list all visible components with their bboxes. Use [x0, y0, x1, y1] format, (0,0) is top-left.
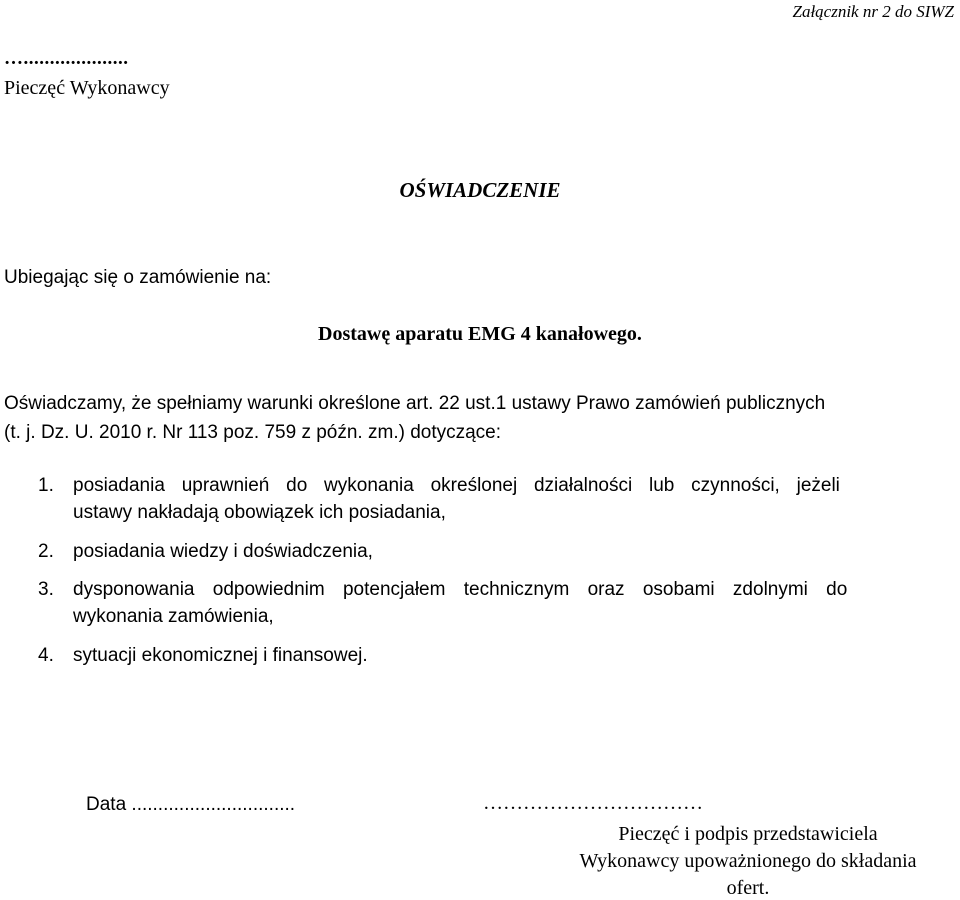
- condition-text-line-1: sytuacji ekonomicznej i finansowej.: [73, 645, 368, 666]
- signature-caption-line-1: Pieczęć i podpis przedstawiciela: [618, 823, 878, 845]
- declaration-line-2: (t. j. Dz. U. 2010 r. Nr 113 poz. 759 z późn. zm.) dotyczące:: [4, 422, 502, 443]
- signature-caption-line-3: ofert.: [726, 877, 770, 899]
- condition-text-line-1: dysponowania odpowiednim potencjałem technicznym oraz osobami zdolnymi do: [73, 579, 848, 600]
- condition-number: 3.: [38, 579, 54, 600]
- stamp-placeholder-dots: …....................: [4, 48, 129, 69]
- condition-text-line-2: ustawy nakładają obowiązek ich posiadania,: [73, 502, 446, 523]
- declaration-line-1: Oświadczamy, że spełniamy warunki określone art. 22 ust.1 ustawy Prawo zamówień publicznych: [4, 393, 826, 414]
- date-field: Data ...............................: [86, 794, 296, 815]
- stamp-label: Pieczęć Wykonawcy: [4, 77, 170, 99]
- signature-placeholder-dots: ……………………………: [483, 792, 703, 814]
- signature-caption-line-2: Wykonawcy upoważnionego do składania: [579, 850, 917, 872]
- condition-text-line-1: posiadania wiedzy i doświadczenia,: [73, 541, 373, 562]
- annex-label: Załącznik nr 2 do SIWZ: [792, 2, 954, 21]
- condition-number: 4.: [38, 645, 54, 666]
- condition-text-line-2: wykonania zamówienia,: [73, 606, 274, 627]
- document-title: OŚWIADCZENIE: [399, 178, 561, 202]
- order-subject: Dostawę aparatu EMG 4 kanałowego.: [318, 323, 642, 345]
- condition-text-line-1: posiadania uprawnień do wykonania określonej działalności lub czynności, jeżeli: [73, 475, 840, 496]
- intro-text: Ubiegając się o zamówienie na:: [4, 267, 272, 288]
- condition-number: 1.: [38, 475, 54, 496]
- condition-number: 2.: [38, 541, 54, 562]
